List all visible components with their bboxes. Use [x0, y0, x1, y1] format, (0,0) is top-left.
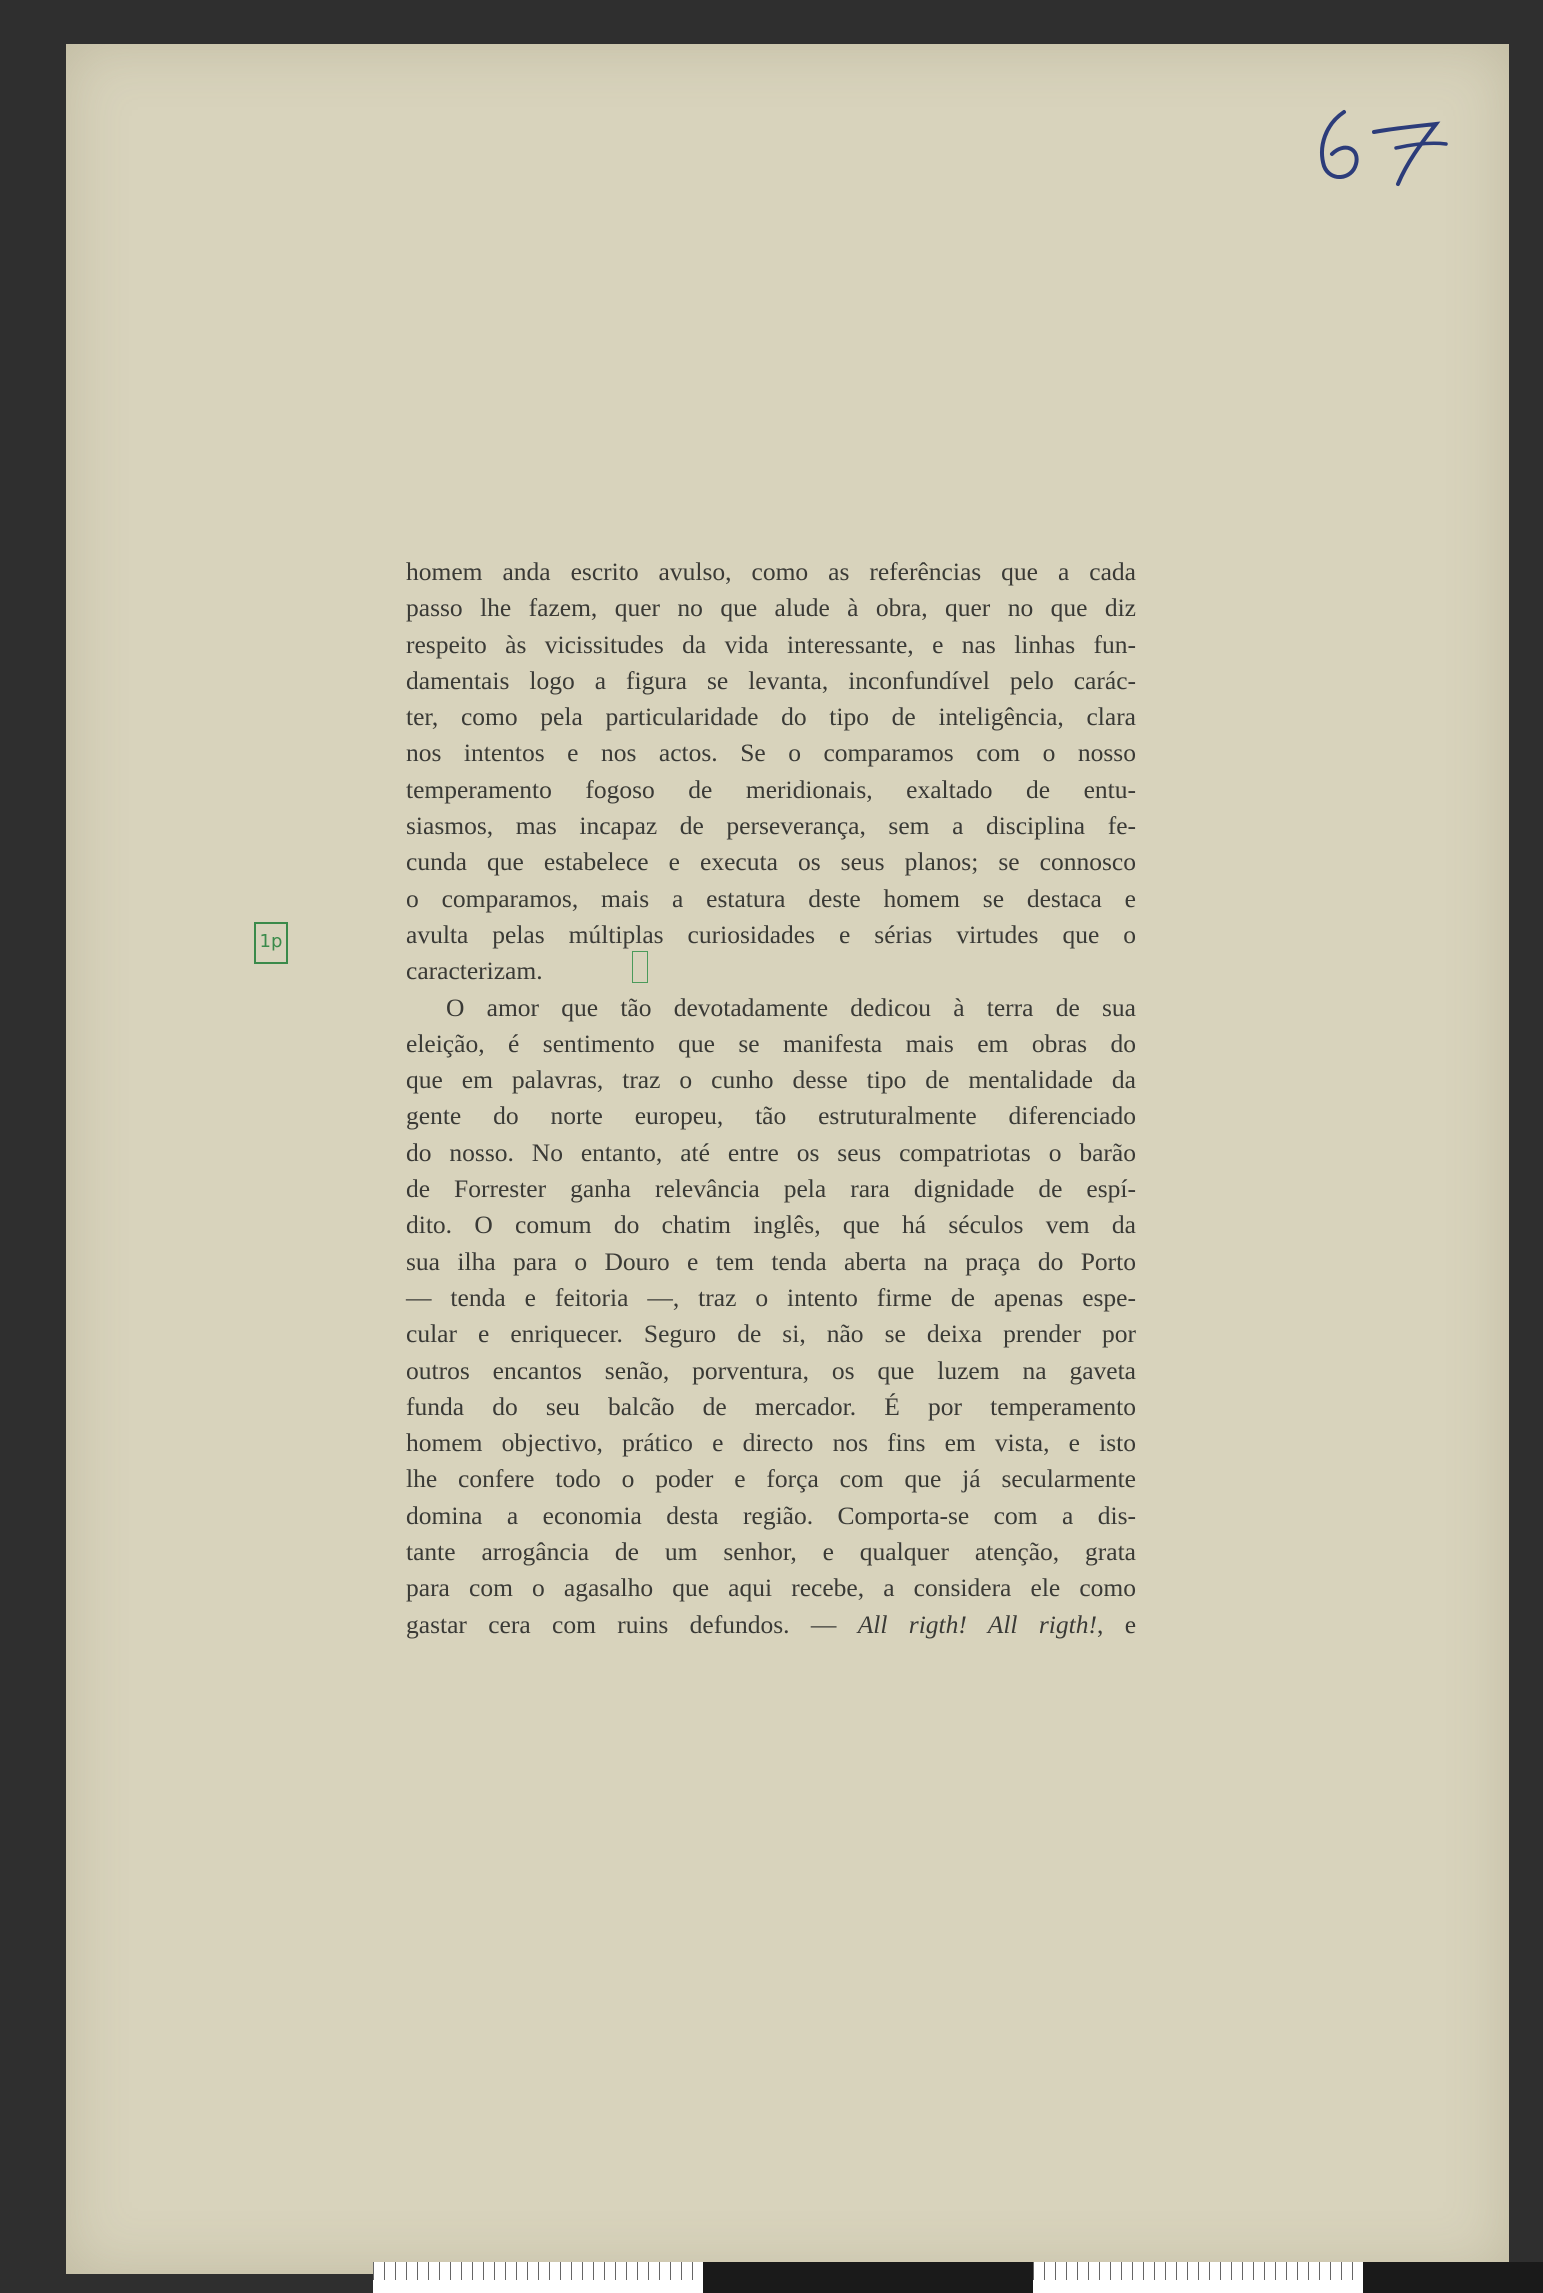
text-line-final	[406, 1607, 1136, 1643]
text-line: dito. O comum do chatim inglês, que há séculos vem da	[406, 1210, 1136, 1240]
text-line: de Forrester ganha relevância pela rara dignidade de espí-	[406, 1174, 1136, 1204]
text-line: nos intentos e nos actos. Se o comparamos com o nosso	[406, 738, 1136, 768]
text-line: gente do norte europeu, tão estruturalmente diferenciado	[406, 1101, 1136, 1131]
text-line: que em palavras, traz o cunho desse tipo de mentalidade da	[406, 1065, 1136, 1095]
text-line: ter, como pela particularidade do tipo de inteligência, clara	[406, 702, 1136, 732]
final-line-text: gastar cera com ruins defundos. —	[406, 1609, 858, 1639]
document-page	[66, 44, 1509, 2274]
text-line: homem objectivo, prático e directo nos fins em vista, e isto	[406, 1428, 1136, 1458]
text-line: avulta pelas múltiplas curiosidades e sérias virtudes que o	[406, 919, 1136, 949]
text-line: domina a economia desta região. Comporta-se com a dis-	[406, 1500, 1136, 1530]
paragraph-2	[406, 990, 1136, 1643]
ruler-ticks	[1033, 2262, 1363, 2280]
text-line: eleição, é sentimento que se manifesta mais em obras do	[406, 1028, 1136, 1058]
text-line: caracterizam.	[406, 956, 543, 986]
ruler-dark-segment	[703, 2262, 1033, 2293]
final-line-italic: All rigth! All rigth!	[857, 1609, 1097, 1639]
body-text	[406, 554, 1136, 1643]
text-line: temperamento fogoso de meridionais, exaltado de entu-	[406, 774, 1136, 804]
ruler-dark-segment	[1363, 2262, 1543, 2293]
text-line: passo lhe fazem, quer no que alude à obra, quer no que diz	[406, 593, 1136, 623]
text-line: o comparamos, mais a estatura deste homem se destaca e	[406, 883, 1136, 913]
paragraph-1	[406, 554, 1136, 990]
text-line: lhe confere todo o poder e força com que já secularmente	[406, 1464, 1136, 1494]
text-line: tante arrogância de um senhor, e qualquer atenção, grata	[406, 1537, 1136, 1567]
scale-ruler	[373, 2262, 1543, 2293]
text-line: para com o agasalho que aqui recebe, a considera ele como	[406, 1573, 1136, 1603]
text-line: damentais logo a figura se levanta, inconfundível pelo carác-	[406, 665, 1136, 695]
text-line: cular e enriquecer. Seguro de si, não se deixa prender por	[406, 1319, 1136, 1349]
text-line: respeito às vicissitudes da vida interessante, e nas linhas fun-	[406, 629, 1136, 659]
text-line: O amor que tão devotadamente dedicou à terra de sua	[446, 992, 1136, 1022]
ruler-ticks	[373, 2262, 703, 2280]
text-line: funda do seu balcão de mercador. É por temperamento	[406, 1391, 1136, 1421]
text-line: cunda que estabelece e executa os seus planos; se connosco	[406, 847, 1136, 877]
text-line: — tenda e feitoria —, traz o intento firme de apenas espe-	[406, 1282, 1136, 1312]
inline-stamp-mark	[632, 951, 648, 983]
text-line: siasmos, mas incapaz de perseverança, sem a disciplina fe-	[406, 811, 1136, 841]
final-line-end: , e	[1096, 1609, 1137, 1639]
handwritten-page-number	[1296, 84, 1496, 194]
text-line: homem anda escrito avulso, como as referências que a cada	[406, 557, 1136, 586]
text-line: do nosso. No entanto, até entre os seus compatriotas o barão	[406, 1137, 1136, 1167]
text-line: outros encantos senão, porventura, os que luzem na gaveta	[406, 1355, 1136, 1385]
text-line: sua ilha para o Douro e tem tenda aberta na praça do Porto	[406, 1246, 1136, 1276]
margin-stamp: 1p	[254, 922, 288, 964]
